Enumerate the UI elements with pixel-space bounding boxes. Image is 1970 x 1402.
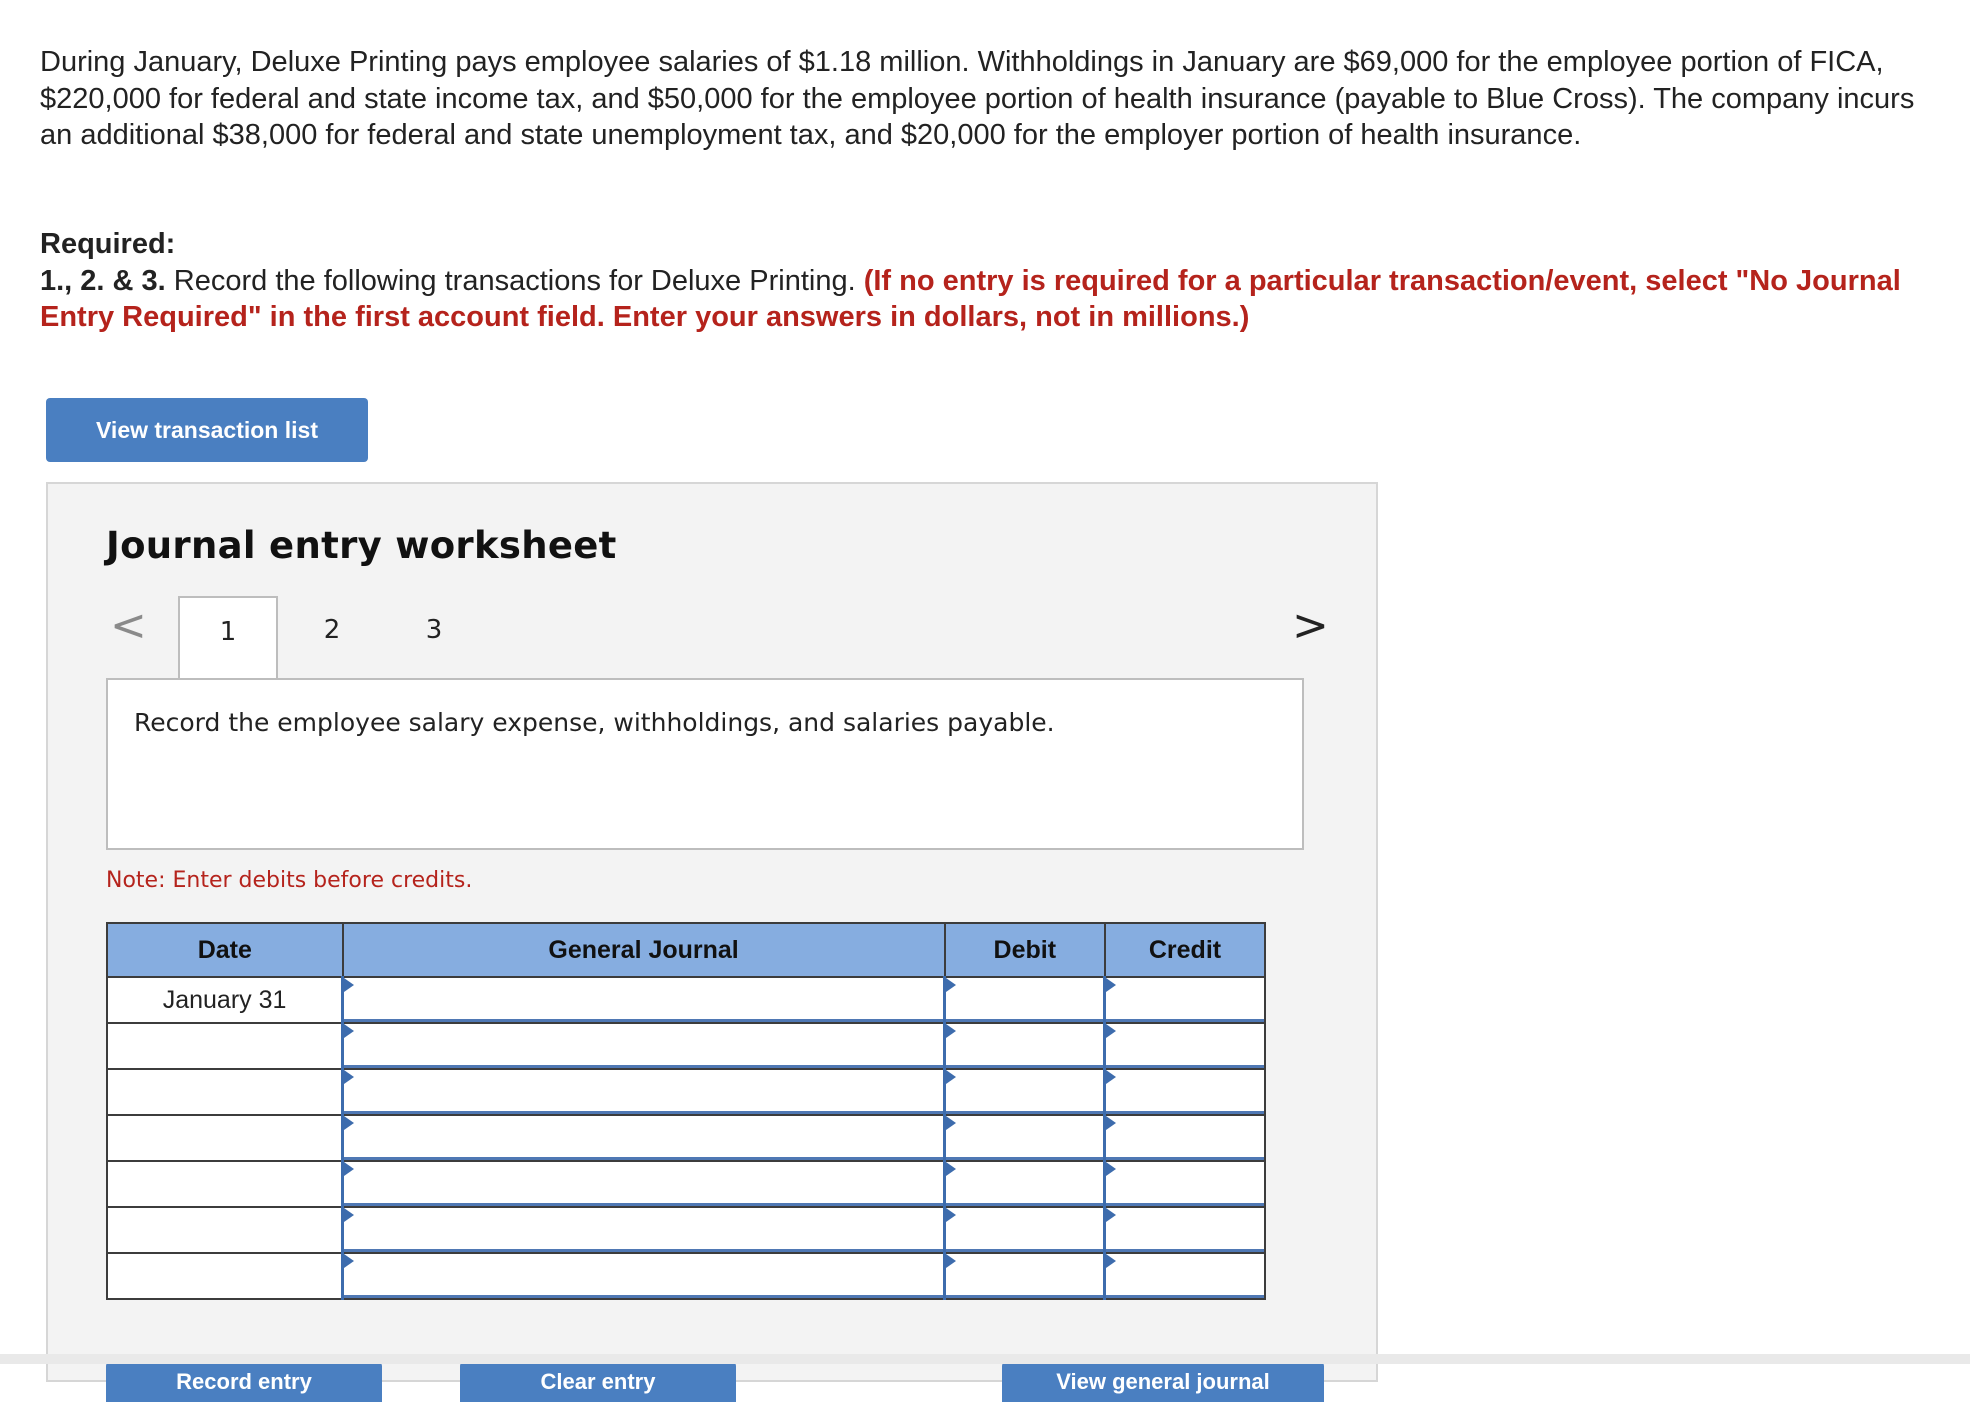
dropdown-indicator-icon <box>946 1254 956 1268</box>
required-number: 1., 2. & 3. <box>40 264 166 297</box>
journal-row <box>107 1161 1265 1207</box>
dropdown-indicator-icon <box>1106 1254 1116 1268</box>
credit-input[interactable] <box>1106 1254 1264 1298</box>
debit-input[interactable] <box>946 1162 1103 1206</box>
note-text: Note: Enter debits before credits. <box>106 868 473 893</box>
dropdown-indicator-icon <box>946 1208 956 1222</box>
date-column-header: Date <box>107 923 343 977</box>
view-general-journal-button[interactable]: View general journal <box>1002 1362 1324 1402</box>
journal-table <box>106 922 1266 1300</box>
tab-2[interactable]: 2 <box>323 615 341 645</box>
journal-header-row <box>107 923 1265 977</box>
journal-row <box>107 1069 1265 1115</box>
debit-cell <box>945 1207 1105 1253</box>
account-cell <box>343 1115 945 1161</box>
account-cell <box>343 1207 945 1253</box>
date-cell <box>107 1023 343 1069</box>
account-input[interactable] <box>344 1162 943 1206</box>
general-journal-column-header: General Journal <box>343 923 945 977</box>
journal-row <box>107 1253 1265 1299</box>
account-cell <box>343 977 945 1023</box>
credit-cell <box>1105 977 1265 1023</box>
date-cell <box>107 1253 343 1299</box>
clear-entry-button[interactable]: Clear entry <box>460 1362 736 1402</box>
dropdown-indicator-icon <box>344 1162 354 1176</box>
required-instruction: (If no entry is required for a particular transaction/event, select "No Journal Entry Required" in the first account field. Enter your answers in dollars, not in millions.) <box>40 264 1901 333</box>
debit-cell <box>945 1115 1105 1161</box>
credit-input[interactable] <box>1106 978 1264 1022</box>
required-text: Record the following transactions for Deluxe Printing. <box>165 264 864 297</box>
journal-row <box>107 977 1265 1023</box>
debit-input[interactable] <box>946 978 1103 1022</box>
journal-row <box>107 1115 1265 1161</box>
debit-input[interactable] <box>946 1208 1103 1252</box>
date-cell: January 31 <box>107 977 343 1023</box>
debit-cell <box>945 1253 1105 1299</box>
dropdown-indicator-icon <box>344 1208 354 1222</box>
debit-input[interactable] <box>946 1116 1103 1160</box>
account-cell <box>343 1161 945 1207</box>
date-cell <box>107 1207 343 1253</box>
debit-input[interactable] <box>946 1070 1103 1114</box>
credit-column-header: Credit <box>1105 923 1265 977</box>
credit-input[interactable] <box>1106 1070 1264 1114</box>
debit-input[interactable] <box>946 1254 1103 1298</box>
journal-entry-worksheet-panel <box>46 482 1378 1394</box>
dropdown-indicator-icon <box>946 1070 956 1084</box>
next-arrow-icon[interactable]: > <box>1292 600 1329 651</box>
account-cell <box>343 1069 945 1115</box>
dropdown-indicator-icon <box>1106 1208 1116 1222</box>
credit-cell <box>1105 1207 1265 1253</box>
tab-3[interactable]: 3 <box>425 615 443 645</box>
previous-arrow-icon[interactable]: < <box>110 600 147 651</box>
record-entry-button[interactable]: Record entry <box>106 1362 382 1402</box>
debit-column-header: Debit <box>945 923 1105 977</box>
debit-cell <box>945 977 1105 1023</box>
account-input[interactable] <box>344 1208 943 1252</box>
debit-input[interactable] <box>946 1024 1103 1068</box>
account-cell <box>343 1253 945 1299</box>
instruction-box <box>106 678 1304 850</box>
dropdown-indicator-icon <box>344 1116 354 1130</box>
credit-input[interactable] <box>1106 1024 1264 1068</box>
dropdown-indicator-icon <box>946 1162 956 1176</box>
date-cell <box>107 1161 343 1207</box>
dropdown-indicator-icon <box>946 978 956 992</box>
credit-cell <box>1105 1161 1265 1207</box>
account-input[interactable] <box>344 1254 943 1298</box>
tab-1[interactable]: 1 <box>178 596 278 678</box>
account-input[interactable] <box>344 1024 943 1068</box>
credit-cell <box>1105 1115 1265 1161</box>
dropdown-indicator-icon <box>344 1254 354 1268</box>
dropdown-indicator-icon <box>1106 1162 1116 1176</box>
account-input[interactable] <box>344 1070 943 1114</box>
debit-cell <box>945 1161 1105 1207</box>
journal-row <box>107 1207 1265 1253</box>
required-section <box>40 226 1940 336</box>
credit-input[interactable] <box>1106 1162 1264 1206</box>
credit-cell <box>1105 1069 1265 1115</box>
dropdown-indicator-icon <box>1106 978 1116 992</box>
date-cell <box>107 1069 343 1115</box>
account-cell <box>343 1023 945 1069</box>
dropdown-indicator-icon <box>344 1024 354 1038</box>
dropdown-indicator-icon <box>946 1116 956 1130</box>
dropdown-indicator-icon <box>344 978 354 992</box>
credit-input[interactable] <box>1106 1116 1264 1160</box>
account-input[interactable] <box>344 1116 943 1160</box>
journal-row <box>107 1023 1265 1069</box>
problem-statement: During January, Deluxe Printing pays employee salaries of $1.18 million. Withholdings in January are $69,000 for the employee portion of FICA, $220,000 for federal and state income tax, and $50,000 for the employee portion of health insurance (payable to Blue Cross). The company incurs an additional $38,000 for federal and state unemployment tax, and $20,000 for the employer portion of health insurance. <box>40 46 1915 151</box>
dropdown-indicator-icon <box>1106 1070 1116 1084</box>
date-cell <box>107 1115 343 1161</box>
debit-cell <box>945 1023 1105 1069</box>
instruction-text: Record the employee salary expense, withholdings, and salaries payable. <box>134 708 1055 737</box>
credit-input[interactable] <box>1106 1208 1264 1252</box>
credit-cell <box>1105 1023 1265 1069</box>
credit-cell <box>1105 1253 1265 1299</box>
required-heading: Required: <box>40 228 176 260</box>
dropdown-indicator-icon <box>1106 1024 1116 1038</box>
dropdown-indicator-icon <box>344 1070 354 1084</box>
worksheet-title: Journal entry worksheet <box>106 524 617 567</box>
account-input[interactable] <box>344 978 943 1022</box>
debit-cell <box>945 1069 1105 1115</box>
page-bottom-divider <box>0 1354 1970 1364</box>
dropdown-indicator-icon <box>1106 1116 1116 1130</box>
view-transaction-list-button[interactable]: View transaction list <box>46 398 368 462</box>
dropdown-indicator-icon <box>946 1024 956 1038</box>
